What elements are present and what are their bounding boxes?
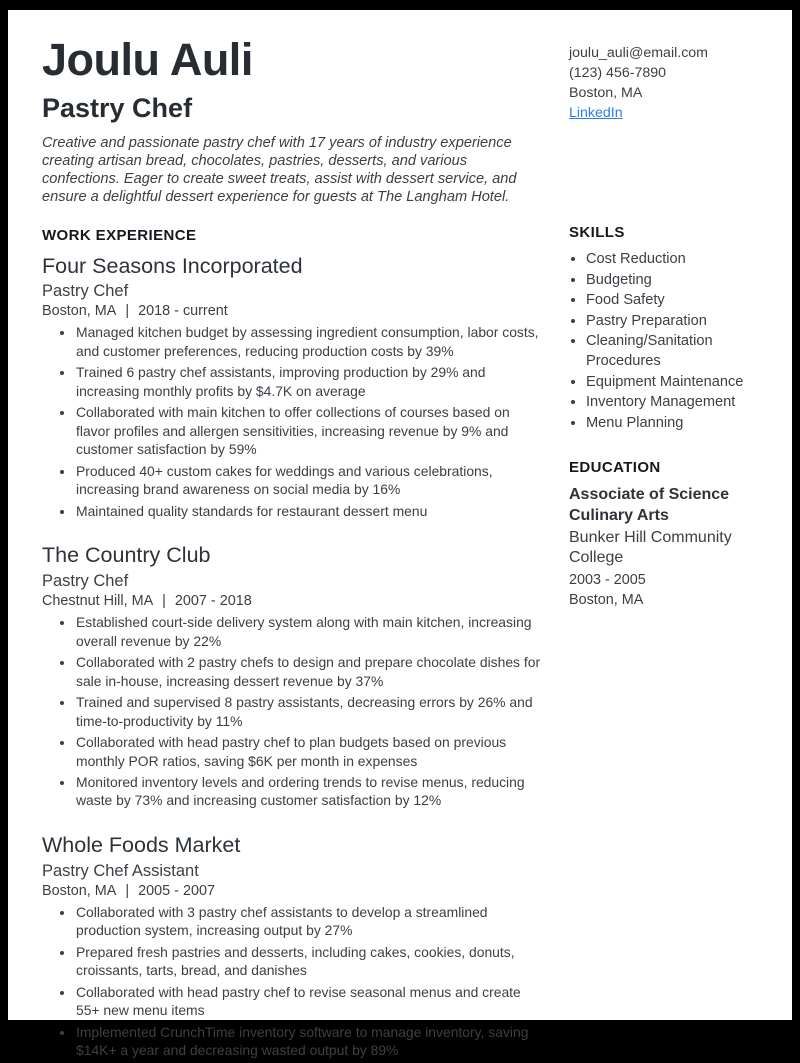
job-bullet-list [42, 903, 547, 1060]
job-location: Chestnut Hill, MA [42, 593, 154, 610]
skill-item: • Pastry Preparation [586, 311, 756, 331]
meta-separator: | [162, 593, 166, 610]
job-role: Pastry Chef [42, 572, 129, 591]
job-dates: 2007 - 2018 [174, 593, 252, 610]
job-dates: 2018 - current [138, 303, 228, 320]
skills-heading: SKILLS [569, 224, 625, 241]
company-name: Whole Foods Market [42, 832, 241, 857]
contact-location: Boston, MA [569, 85, 643, 101]
contact-block [569, 36, 756, 123]
job-meta [42, 883, 547, 899]
job-bullet: • Collaborated with head pastry chef to revise seasonal menus and create 55+ new menu items [75, 983, 547, 1020]
job-bullet: • Collaborated with head pastry chef to plan budgets based on previous monthly POR ratios, saving $6K per month in expenses [75, 733, 547, 770]
education-dates: 2003 - 2005 [569, 571, 646, 588]
job-meta [42, 303, 547, 319]
job-meta [42, 593, 547, 609]
right-column [569, 36, 756, 1063]
job-bullet: • Maintained quality standards for restaurant dessert menu [75, 502, 547, 520]
contact-phone: (123) 456-7890 [569, 65, 667, 81]
skills-section [569, 224, 756, 433]
contact-email: joulu_auli@email.com [569, 45, 709, 61]
skill-item: • Inventory Management [586, 392, 756, 412]
education-section [569, 459, 756, 611]
education-heading: EDUCATION [569, 458, 661, 476]
work-experience-heading: WORK EXPERIENCE [42, 226, 197, 244]
education-degree [569, 484, 756, 527]
meta-separator: | [125, 882, 130, 899]
skills-list [569, 249, 756, 433]
linkedin-link[interactable]: LinkedIn [569, 105, 623, 121]
education-school: Bunker Hill Community College [569, 528, 732, 566]
degree-line-1: Associate of Science [569, 485, 730, 503]
job-dates: 2005 - 2007 [138, 882, 215, 899]
skill-item: • Budgeting [586, 270, 756, 290]
education-location: Boston, MA [569, 591, 644, 608]
job-role: Pastry Chef Assistant [42, 861, 199, 880]
job-bullet-list [42, 613, 547, 810]
job-role: Pastry Chef [42, 282, 129, 301]
job-bullet: • Prepared fresh pastries and desserts, including cakes, cookies, donuts, croissants, tarts, bread, and danishes [75, 943, 547, 980]
job-bullet: • Collaborated with 3 pastry chef assistants to develop a streamlined production system, increasing output by 27% [75, 903, 547, 940]
skill-item: • Cost Reduction [586, 249, 756, 269]
job-location: Boston, MA [42, 882, 117, 899]
left-column [42, 36, 547, 1063]
skill-item: • Cleaning/Sanitation Procedures [586, 331, 756, 371]
skill-item: • Food Safety [586, 290, 756, 310]
company-name: Four Seasons Incorporated [42, 253, 303, 278]
job-bullet: • Trained 6 pastry chef assistants, improving production by 29% and increasing monthly profits by $4.7K on average [75, 363, 547, 400]
job-bullet: • Trained and supervised 8 pastry assistants, decreasing errors by 26% and time-to-productivity by 11% [75, 693, 547, 730]
job-bullet: • Established court-side delivery system along with main kitchen, increasing overall revenue by 22% [75, 613, 547, 650]
job-bullet: • Monitored inventory levels and ordering trends to revise menus, reducing waste by 73% and increasing customer satisfaction by 12% [75, 773, 547, 810]
job-bullet: • Collaborated with 2 pastry chefs to design and prepare chocolate dishes for sale in-house, increasing dessert revenue by 37% [75, 653, 547, 690]
candidate-title: Pastry Chef [42, 92, 193, 123]
meta-separator: | [125, 303, 130, 320]
resume-page [8, 10, 792, 1059]
job-bullet: • Produced 40+ custom cakes for weddings and various celebrations, increasing brand awareness on social media by 16% [75, 462, 547, 499]
skill-item: • Equipment Maintenance [586, 372, 756, 392]
skill-item: • Menu Planning [586, 413, 756, 433]
job-bullet-list [42, 323, 547, 520]
work-experience-section [42, 227, 547, 1060]
job-entry-country-club [42, 542, 547, 810]
job-entry-four-seasons [42, 253, 547, 521]
job-location: Boston, MA [42, 303, 117, 320]
summary-paragraph: Creative and passionate pastry chef with 17 years of industry experience creating artisan bread, chocolates, pastries, desserts, and various confections. Eager to create sweet treats, assist with dessert service, and ensure a delightful dessert experience for guests at The Langham Hotel. [42, 134, 517, 206]
job-bullet: • Managed kitchen budget by assessing ingredient consumption, labor costs, and customer preferences, reducing production costs by 39% [75, 323, 547, 360]
company-name: The Country Club [42, 543, 211, 568]
job-bullet: • Implemented CrunchTime inventory software to manage inventory, saving $14K+ a year and decreasing wasted output by 89% [75, 1023, 547, 1060]
job-bullet: • Collaborated with main kitchen to offer collections of courses based on flavor profiles and allergen sensitivities, increasing revenue by 9% and customer satisfaction by 59% [75, 403, 547, 458]
candidate-name: Joulu Auli [42, 34, 253, 85]
job-entry-whole-foods [42, 832, 547, 1060]
degree-line-2: Culinary Arts [569, 507, 669, 525]
